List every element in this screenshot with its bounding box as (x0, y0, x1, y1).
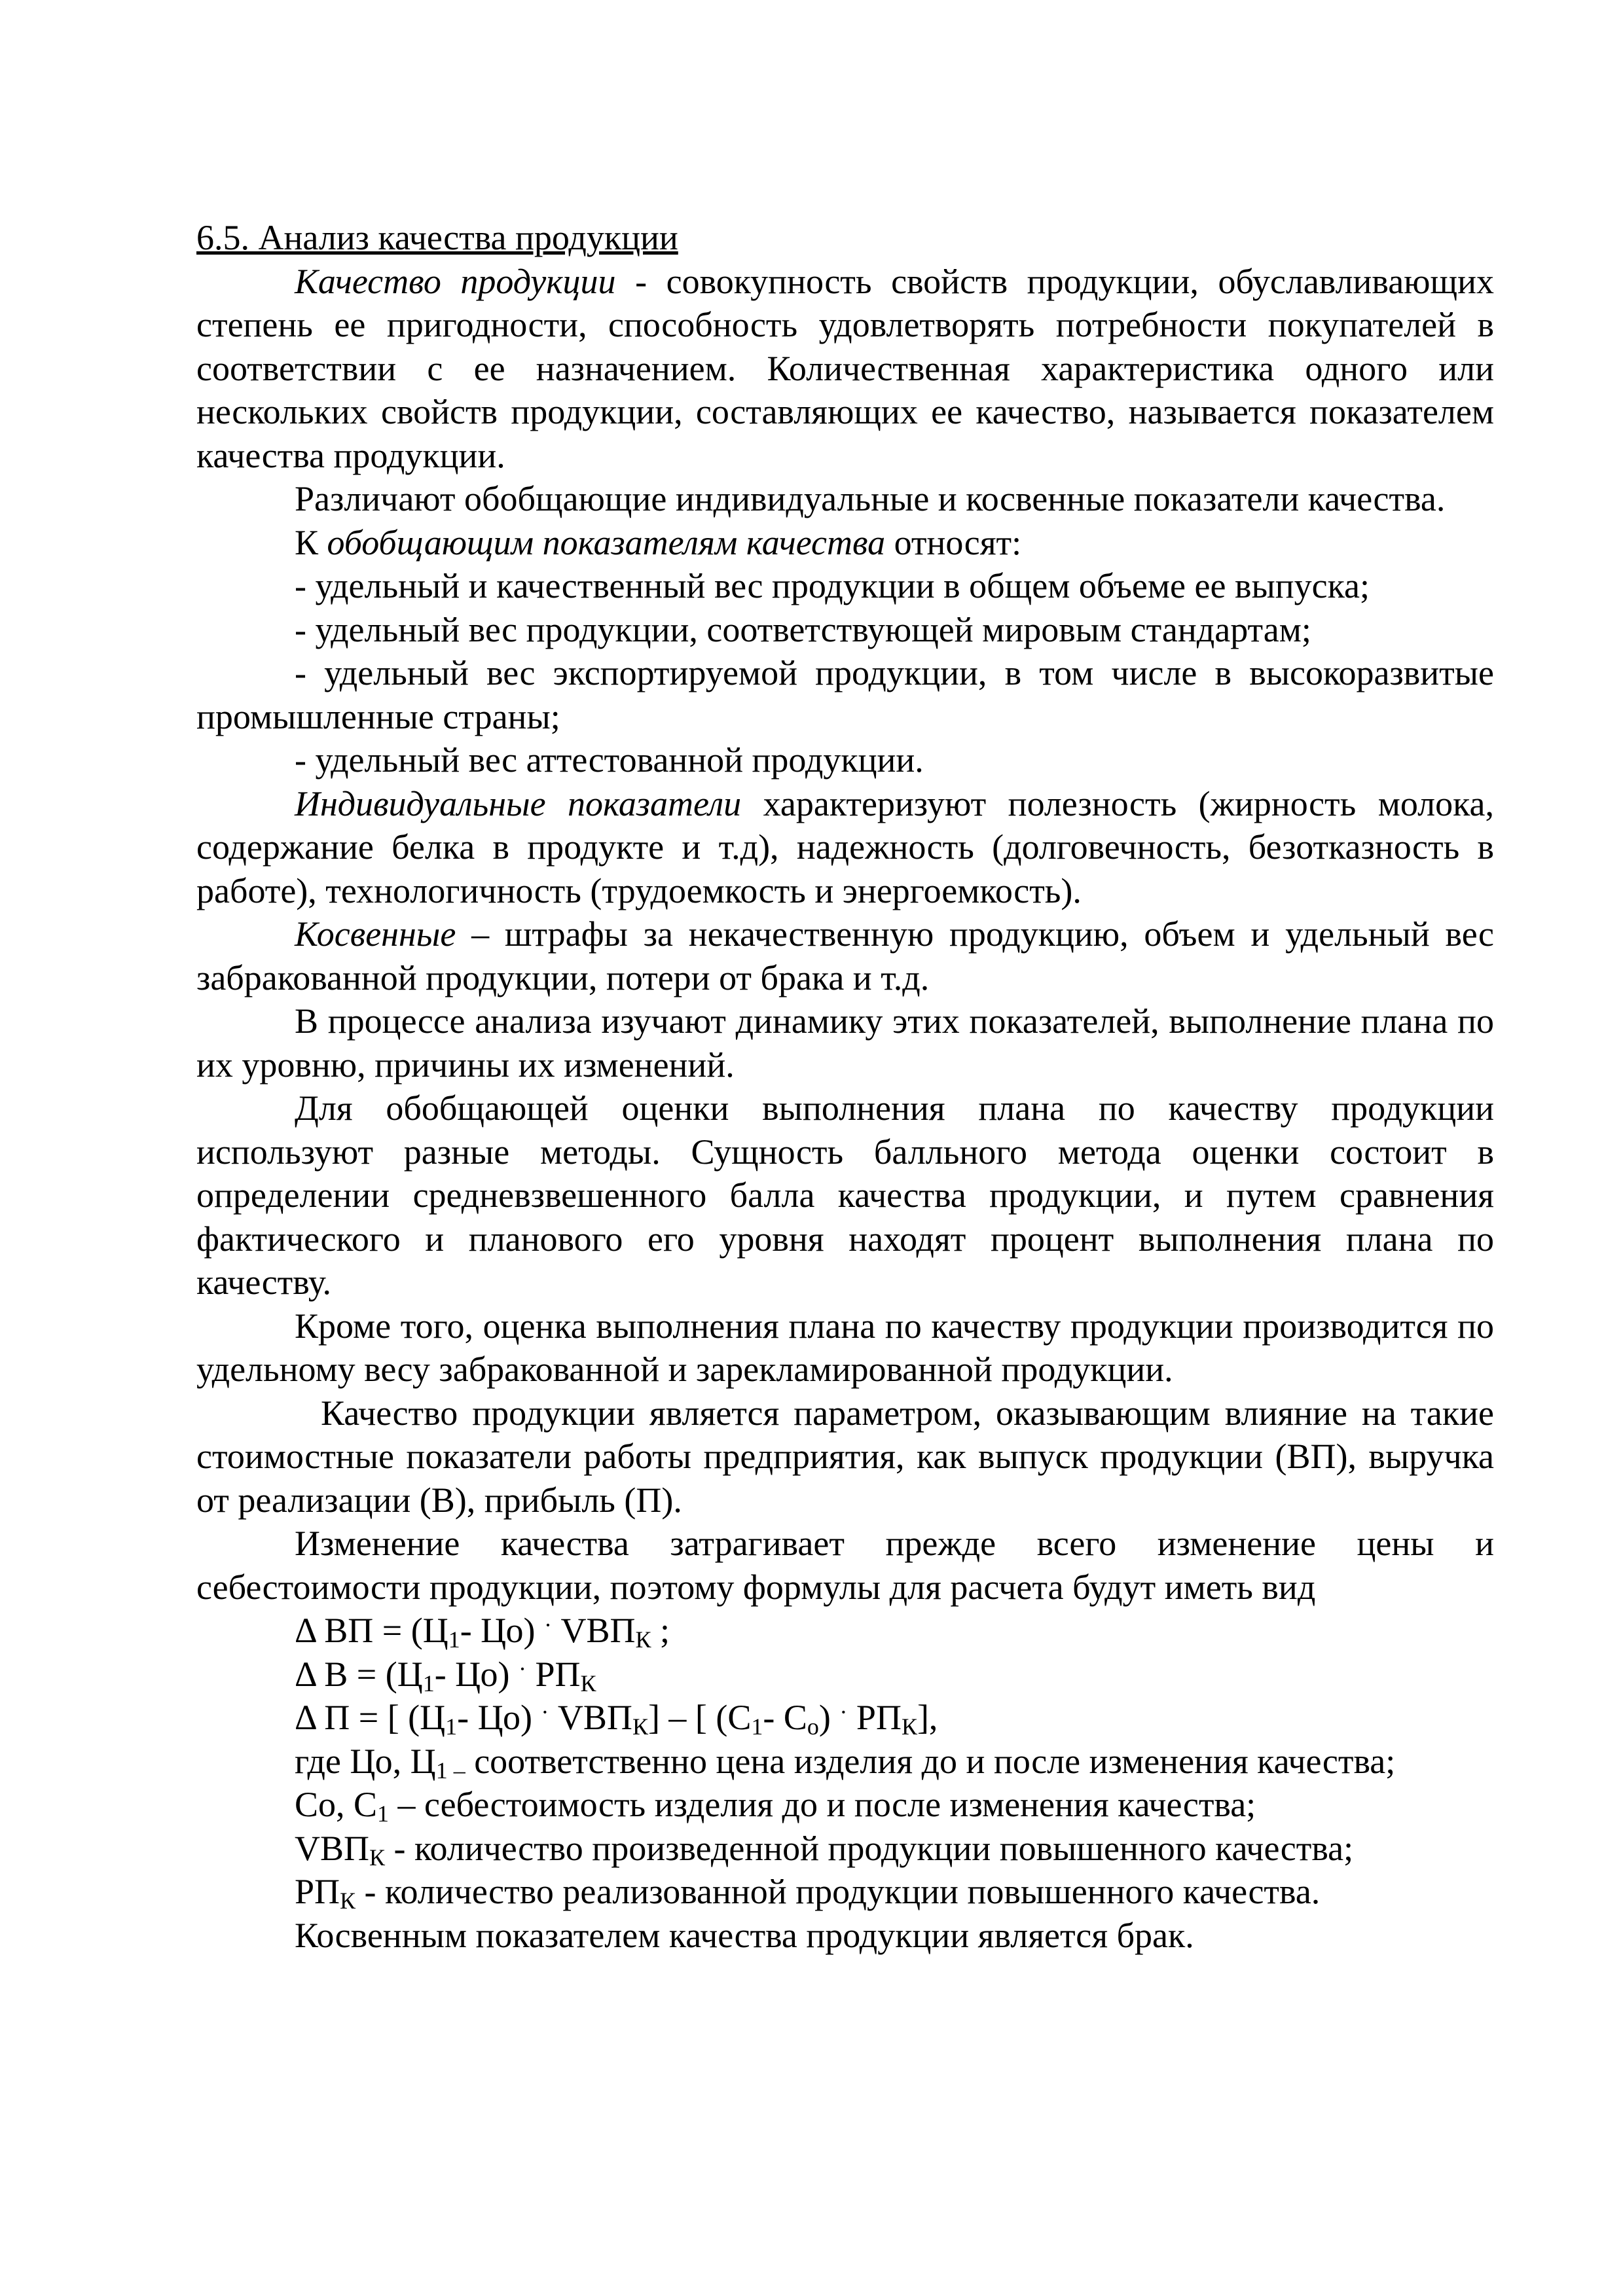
paragraph-influence: Качество продукции является параметром, оказывающим влияние на такие стоимостные показатели работы предприятия, как выпуск продукции (ВП), выручка от реализации (В), прибыль (П). (196, 1393, 1494, 1520)
paragraph-methods: Для обобщающей оценки выполнения плана по качеству продукции используют разные методы. Сущность балльного метода оценки состоит в определении средневзвешенного балла качества продукции, и путем сравнения фактического и планового его уровня находят процент выполнения плана по качеству. (196, 1088, 1494, 1302)
paragraph-defect: Косвенным показателем качества продукции является брак. (295, 1915, 1194, 1955)
term-general-indicators: обобщающим показателям качества (327, 522, 886, 562)
paragraph-general: К обобщающим показателям качества относят: (295, 522, 1022, 562)
section-heading: 6.5. Анализ качества продукции (196, 218, 678, 257)
term-indirect: Косвенные (295, 914, 456, 954)
paragraph-indirect: Косвенные – штрафы за некачественную продукцию, объем и удельный вес забракованной продукции, потери от брака и т.д. (196, 914, 1494, 997)
formula-profit: Δ П = [ ($Ц_1-$ Цо) · $VВП_К$] – [ ($С_1-$ $С_о$) · $РП_К$], (295, 1698, 938, 1740)
list-item: - удельный вес экспортируемой продукции, в том числе в высокоразвитые промышленные страны; (196, 653, 1494, 736)
term-quality: Качество продукции (295, 261, 616, 301)
paragraph-besides: Кроме того, оценка выполнения плана по качеству продукции производится по удельному весу забракованной и зарекламированной продукции. (196, 1306, 1494, 1389)
term-individual-indicators: Индивидуальные показатели (295, 783, 742, 823)
list-item: - удельный и качественный вес продукции в общем объеме ее выпуска; (295, 566, 1370, 605)
formula-output: Δ ВП = ($Ц_1-$ Цо) · $VВП_К$ ; (295, 1611, 670, 1653)
paragraph-distinguish: Различают обобщающие индивидуальные и косвенные показатели качества. (295, 479, 1446, 518)
list-item: - удельный вес продукции, соответствующей мировым стандартам; (295, 609, 1311, 649)
legend-sold: $РП_К$ - количество реализованной продукции повышенного качества. (295, 1872, 1321, 1914)
list-item: - удельный вес аттестованной продукции. (295, 740, 924, 780)
paragraph-individual: Индивидуальные показатели характеризуют полезность (жирность молока, содержание белка в продукте и т.д), надежность (долговечность, безотказность в работе), технологичность (трудоемкость и энергоемкость). (196, 783, 1494, 910)
legend-cost: Со, $С_1$ – себестоимость изделия до и после изменения качества; (295, 1785, 1256, 1827)
formula-revenue: Δ $В = (Ц_1-$ Цо) · $РП_К$ (295, 1654, 596, 1696)
paragraph-definition: Качество продукции - совокупность свойств продукции, обуславливающих степень ее пригодности, способность удовлетворять потребности покупателей в соответствии с ее назначением. Количественная характеристика одного или нескольких свойств продукции, составляющих ее качество, называется показателем качества продукции. (196, 261, 1494, 475)
legend-produced: $VВП_К$ - количество произведенной продукции повышенного качества; (295, 1828, 1354, 1871)
document-page (196, 216, 1494, 1957)
legend-price: где Цо, $Ц_{1 -}$ соответственно цена изделия до и после изменения качества; (295, 1741, 1396, 1784)
paragraph-process: В процессе анализа изучают динамику этих показателей, выполнение плана по их уровню, причины их изменений. (196, 1001, 1494, 1085)
paragraph-change: Изменение качества затрагивает прежде всего изменение цены и себестоимости продукции, поэтому формулы для расчета будут иметь вид (196, 1524, 1494, 1607)
